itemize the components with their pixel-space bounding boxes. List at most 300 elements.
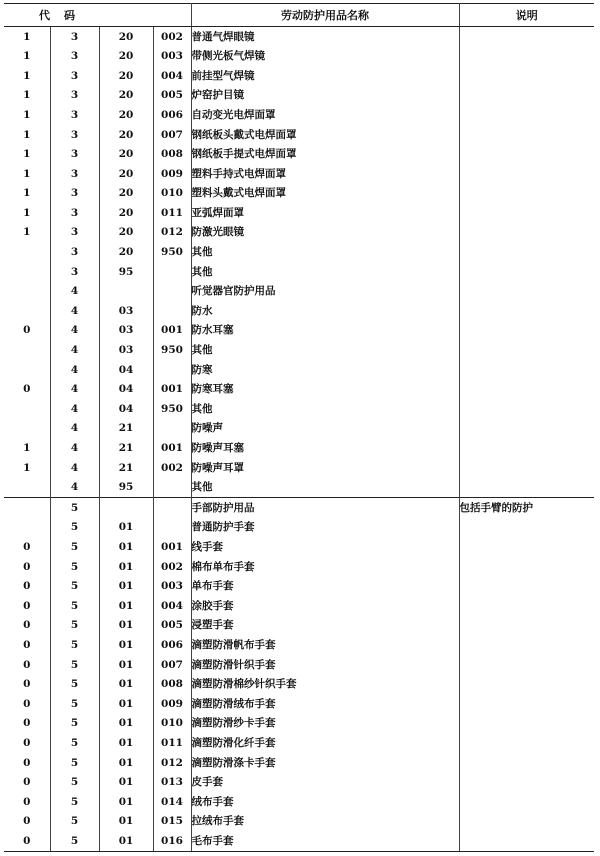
code-digit-3: 01 bbox=[99, 577, 153, 597]
item-name: 皮手套 bbox=[191, 773, 459, 793]
item-note bbox=[459, 478, 594, 498]
item-note bbox=[459, 733, 594, 753]
item-name: 防水耳塞 bbox=[191, 321, 459, 341]
item-name: 绒布手套 bbox=[191, 792, 459, 812]
item-note bbox=[459, 282, 594, 302]
code-digit-2: 3 bbox=[50, 125, 99, 145]
code-digit-1: 1 bbox=[4, 223, 50, 243]
code-digit-1: 0 bbox=[4, 753, 50, 773]
code-digit-2: 4 bbox=[50, 321, 99, 341]
table-row bbox=[4, 714, 594, 734]
code-digit-3: 01 bbox=[99, 518, 153, 538]
code-digit-2: 4 bbox=[50, 341, 99, 361]
table-row bbox=[4, 694, 594, 714]
item-name: 手部防护用品 bbox=[191, 498, 459, 518]
table-header-row bbox=[4, 4, 594, 27]
code-digit-1: 0 bbox=[4, 792, 50, 812]
code-digit-1: 0 bbox=[4, 577, 50, 597]
item-note bbox=[459, 145, 594, 165]
code-digit-1: 1 bbox=[4, 184, 50, 204]
code-digit-2: 5 bbox=[50, 812, 99, 832]
code-digit-2: 5 bbox=[50, 792, 99, 812]
code-digit-1: 0 bbox=[4, 537, 50, 557]
code-digit-4 bbox=[153, 518, 191, 538]
item-name: 听觉器官防护用品 bbox=[191, 282, 459, 302]
item-name: 滴塑防滑棉纱针织手套 bbox=[191, 675, 459, 695]
item-note bbox=[459, 360, 594, 380]
table-row bbox=[4, 27, 594, 47]
item-note bbox=[459, 655, 594, 675]
table-row bbox=[4, 321, 594, 341]
table-row bbox=[4, 518, 594, 538]
item-name: 拉绒布手套 bbox=[191, 812, 459, 832]
item-note bbox=[459, 616, 594, 636]
item-note bbox=[459, 47, 594, 67]
item-name: 炉窑护目镜 bbox=[191, 86, 459, 106]
item-name: 防噪声 bbox=[191, 419, 459, 439]
code-digit-1 bbox=[4, 301, 50, 321]
code-digit-1: 0 bbox=[4, 596, 50, 616]
code-digit-2: 3 bbox=[50, 86, 99, 106]
code-digit-4: 010 bbox=[153, 184, 191, 204]
code-digit-2: 5 bbox=[50, 498, 99, 518]
item-name: 单布手套 bbox=[191, 577, 459, 597]
item-name: 防寒耳塞 bbox=[191, 380, 459, 400]
code-digit-2: 5 bbox=[50, 773, 99, 793]
code-digit-1: 1 bbox=[4, 105, 50, 125]
code-digit-4: 009 bbox=[153, 694, 191, 714]
table-row bbox=[4, 360, 594, 380]
code-digit-1: 1 bbox=[4, 458, 50, 478]
table-row bbox=[4, 145, 594, 165]
table-row bbox=[4, 812, 594, 832]
item-note bbox=[459, 675, 594, 695]
code-digit-4: 007 bbox=[153, 125, 191, 145]
item-name: 带侧光板气焊镜 bbox=[191, 47, 459, 67]
item-name: 滴塑防滑涤卡手套 bbox=[191, 753, 459, 773]
code-digit-1 bbox=[4, 341, 50, 361]
protective-equipment-code-table bbox=[4, 3, 594, 852]
item-note bbox=[459, 812, 594, 832]
item-note bbox=[459, 321, 594, 341]
code-digit-2: 5 bbox=[50, 733, 99, 753]
code-digit-2: 5 bbox=[50, 694, 99, 714]
code-digit-4: 016 bbox=[153, 831, 191, 851]
item-note bbox=[459, 753, 594, 773]
item-note bbox=[459, 438, 594, 458]
table-row bbox=[4, 596, 594, 616]
code-digit-2: 5 bbox=[50, 753, 99, 773]
code-digit-1 bbox=[4, 243, 50, 263]
code-digit-4: 005 bbox=[153, 616, 191, 636]
code-digit-3: 20 bbox=[99, 66, 153, 86]
code-digit-4 bbox=[153, 282, 191, 302]
code-digit-4 bbox=[153, 498, 191, 518]
code-digit-2: 5 bbox=[50, 577, 99, 597]
item-note bbox=[459, 262, 594, 282]
code-digit-1: 1 bbox=[4, 125, 50, 145]
table-row bbox=[4, 655, 594, 675]
code-digit-2: 3 bbox=[50, 184, 99, 204]
code-digit-1: 0 bbox=[4, 714, 50, 734]
code-digit-3: 21 bbox=[99, 458, 153, 478]
code-digit-2: 4 bbox=[50, 301, 99, 321]
code-digit-1 bbox=[4, 262, 50, 282]
code-digit-3 bbox=[99, 498, 153, 518]
item-name: 毛布手套 bbox=[191, 831, 459, 851]
item-name: 滴塑防滑化纤手套 bbox=[191, 733, 459, 753]
code-digit-2: 4 bbox=[50, 360, 99, 380]
code-digit-3: 03 bbox=[99, 321, 153, 341]
code-digit-2: 4 bbox=[50, 438, 99, 458]
item-name: 防噪声耳塞 bbox=[191, 438, 459, 458]
code-digit-2: 5 bbox=[50, 557, 99, 577]
code-digit-1: 1 bbox=[4, 203, 50, 223]
code-digit-4: 001 bbox=[153, 321, 191, 341]
code-digit-2: 4 bbox=[50, 478, 99, 498]
table-row bbox=[4, 203, 594, 223]
item-note bbox=[459, 243, 594, 263]
code-digit-1: 0 bbox=[4, 675, 50, 695]
item-note bbox=[459, 164, 594, 184]
item-name: 前挂型气焊镜 bbox=[191, 66, 459, 86]
table-body bbox=[4, 27, 594, 852]
item-name: 防激光眼镜 bbox=[191, 223, 459, 243]
item-note bbox=[459, 792, 594, 812]
table-row bbox=[4, 86, 594, 106]
item-name: 其他 bbox=[191, 341, 459, 361]
code-digit-2: 4 bbox=[50, 380, 99, 400]
code-digit-2: 3 bbox=[50, 223, 99, 243]
table-row bbox=[4, 125, 594, 145]
item-name: 涂胶手套 bbox=[191, 596, 459, 616]
item-note bbox=[459, 419, 594, 439]
code-digit-2: 3 bbox=[50, 243, 99, 263]
code-digit-3: 01 bbox=[99, 694, 153, 714]
table-row bbox=[4, 243, 594, 263]
code-digit-3: 20 bbox=[99, 47, 153, 67]
code-digit-4: 006 bbox=[153, 635, 191, 655]
code-digit-1 bbox=[4, 419, 50, 439]
code-digit-2: 5 bbox=[50, 655, 99, 675]
code-digit-1: 0 bbox=[4, 733, 50, 753]
item-note bbox=[459, 301, 594, 321]
table-row bbox=[4, 223, 594, 243]
code-digit-1: 1 bbox=[4, 47, 50, 67]
item-name: 普通防护手套 bbox=[191, 518, 459, 538]
code-digit-4: 014 bbox=[153, 792, 191, 812]
code-digit-3: 20 bbox=[99, 145, 153, 165]
item-name: 防水 bbox=[191, 301, 459, 321]
item-name: 棉布单布手套 bbox=[191, 557, 459, 577]
header-code-label-1: 代 bbox=[4, 4, 50, 27]
table-row bbox=[4, 831, 594, 851]
code-digit-1: 1 bbox=[4, 438, 50, 458]
item-note bbox=[459, 105, 594, 125]
item-name: 滴塑防滑帆布手套 bbox=[191, 635, 459, 655]
code-digit-3: 01 bbox=[99, 773, 153, 793]
code-digit-4: 011 bbox=[153, 203, 191, 223]
code-digit-3: 95 bbox=[99, 262, 153, 282]
code-digit-3: 01 bbox=[99, 616, 153, 636]
code-digit-2: 3 bbox=[50, 47, 99, 67]
item-note bbox=[459, 635, 594, 655]
code-digit-3: 20 bbox=[99, 164, 153, 184]
code-digit-3: 01 bbox=[99, 655, 153, 675]
code-digit-2: 3 bbox=[50, 66, 99, 86]
item-name: 浸塑手套 bbox=[191, 616, 459, 636]
table-row bbox=[4, 438, 594, 458]
code-digit-1: 0 bbox=[4, 557, 50, 577]
code-digit-3 bbox=[99, 282, 153, 302]
code-digit-4: 001 bbox=[153, 438, 191, 458]
code-digit-1: 0 bbox=[4, 773, 50, 793]
header-code-label-2-text: 码 bbox=[64, 8, 75, 22]
item-note bbox=[459, 86, 594, 106]
table-row bbox=[4, 792, 594, 812]
code-digit-3: 01 bbox=[99, 596, 153, 616]
item-note bbox=[459, 773, 594, 793]
code-digit-4: 002 bbox=[153, 27, 191, 47]
table-row bbox=[4, 262, 594, 282]
code-digit-3: 03 bbox=[99, 301, 153, 321]
code-digit-3: 01 bbox=[99, 812, 153, 832]
code-digit-3: 01 bbox=[99, 537, 153, 557]
code-digit-4: 008 bbox=[153, 145, 191, 165]
code-digit-2: 3 bbox=[50, 164, 99, 184]
code-digit-2: 5 bbox=[50, 635, 99, 655]
code-digit-2: 3 bbox=[50, 27, 99, 47]
code-digit-1 bbox=[4, 478, 50, 498]
code-digit-1: 1 bbox=[4, 145, 50, 165]
code-digit-3: 20 bbox=[99, 243, 153, 263]
code-digit-2: 3 bbox=[50, 105, 99, 125]
item-name: 滴塑防滑纱卡手套 bbox=[191, 714, 459, 734]
code-digit-4: 950 bbox=[153, 341, 191, 361]
code-digit-3: 04 bbox=[99, 399, 153, 419]
code-digit-3: 03 bbox=[99, 341, 153, 361]
header-note: 说明 bbox=[459, 4, 594, 27]
item-name: 钢纸板手提式电焊面罩 bbox=[191, 145, 459, 165]
item-note bbox=[459, 203, 594, 223]
item-note bbox=[459, 458, 594, 478]
code-digit-2: 5 bbox=[50, 537, 99, 557]
code-digit-2: 5 bbox=[50, 596, 99, 616]
item-name: 其他 bbox=[191, 399, 459, 419]
code-digit-4 bbox=[153, 478, 191, 498]
code-digit-4 bbox=[153, 301, 191, 321]
code-digit-4: 009 bbox=[153, 164, 191, 184]
item-note bbox=[459, 577, 594, 597]
code-digit-3: 21 bbox=[99, 419, 153, 439]
table-row bbox=[4, 458, 594, 478]
item-name: 滴塑防滑绒布手套 bbox=[191, 694, 459, 714]
item-note bbox=[459, 399, 594, 419]
table-row bbox=[4, 577, 594, 597]
code-digit-4: 950 bbox=[153, 243, 191, 263]
item-note: 包括手臂的防护 bbox=[459, 498, 594, 518]
item-note bbox=[459, 596, 594, 616]
code-digit-4: 003 bbox=[153, 577, 191, 597]
code-digit-3: 20 bbox=[99, 223, 153, 243]
code-digit-4: 008 bbox=[153, 675, 191, 695]
code-digit-4: 004 bbox=[153, 596, 191, 616]
item-name: 其他 bbox=[191, 243, 459, 263]
code-digit-3: 01 bbox=[99, 831, 153, 851]
table-row bbox=[4, 773, 594, 793]
code-digit-4: 002 bbox=[153, 458, 191, 478]
code-digit-3: 20 bbox=[99, 203, 153, 223]
item-name: 其他 bbox=[191, 478, 459, 498]
item-note bbox=[459, 557, 594, 577]
item-note bbox=[459, 694, 594, 714]
code-digit-4: 011 bbox=[153, 733, 191, 753]
code-digit-4 bbox=[153, 360, 191, 380]
code-digit-2: 5 bbox=[50, 518, 99, 538]
item-name: 塑料头戴式电焊面罩 bbox=[191, 184, 459, 204]
code-digit-3: 04 bbox=[99, 380, 153, 400]
code-digit-4: 012 bbox=[153, 223, 191, 243]
code-digit-3: 20 bbox=[99, 105, 153, 125]
table-row bbox=[4, 733, 594, 753]
code-digit-2: 4 bbox=[50, 419, 99, 439]
code-digit-4: 012 bbox=[153, 753, 191, 773]
code-digit-1: 1 bbox=[4, 27, 50, 47]
code-digit-3: 20 bbox=[99, 27, 153, 47]
table-row bbox=[4, 635, 594, 655]
code-digit-3: 01 bbox=[99, 635, 153, 655]
code-digit-3: 01 bbox=[99, 675, 153, 695]
item-note bbox=[459, 831, 594, 851]
table-row bbox=[4, 557, 594, 577]
code-digit-4: 006 bbox=[153, 105, 191, 125]
table-row bbox=[4, 537, 594, 557]
code-digit-4: 005 bbox=[153, 86, 191, 106]
code-digit-1 bbox=[4, 360, 50, 380]
code-digit-2: 3 bbox=[50, 262, 99, 282]
item-name: 线手套 bbox=[191, 537, 459, 557]
code-digit-4: 010 bbox=[153, 714, 191, 734]
code-digit-4 bbox=[153, 262, 191, 282]
code-digit-4: 015 bbox=[153, 812, 191, 832]
item-note bbox=[459, 66, 594, 86]
code-digit-1: 0 bbox=[4, 635, 50, 655]
code-digit-3: 95 bbox=[99, 478, 153, 498]
code-digit-1: 0 bbox=[4, 694, 50, 714]
table-row bbox=[4, 282, 594, 302]
code-digit-1: 0 bbox=[4, 321, 50, 341]
code-digit-4: 013 bbox=[153, 773, 191, 793]
code-digit-1: 0 bbox=[4, 380, 50, 400]
code-digit-1: 0 bbox=[4, 655, 50, 675]
header-code-label-2 bbox=[50, 4, 191, 27]
code-digit-4: 003 bbox=[153, 47, 191, 67]
item-note bbox=[459, 537, 594, 557]
table-row bbox=[4, 380, 594, 400]
table-row bbox=[4, 164, 594, 184]
table-row bbox=[4, 419, 594, 439]
code-digit-2: 3 bbox=[50, 203, 99, 223]
code-digit-2: 4 bbox=[50, 399, 99, 419]
code-digit-4: 004 bbox=[153, 66, 191, 86]
code-digit-4: 950 bbox=[153, 399, 191, 419]
table-row bbox=[4, 399, 594, 419]
code-digit-1: 1 bbox=[4, 164, 50, 184]
table-row bbox=[4, 301, 594, 321]
item-note bbox=[459, 714, 594, 734]
table-row bbox=[4, 478, 594, 498]
item-note bbox=[459, 125, 594, 145]
item-note bbox=[459, 223, 594, 243]
code-digit-1: 0 bbox=[4, 831, 50, 851]
code-digit-1: 1 bbox=[4, 86, 50, 106]
item-name: 滴塑防滑针织手套 bbox=[191, 655, 459, 675]
code-digit-1: 1 bbox=[4, 66, 50, 86]
code-digit-1: 0 bbox=[4, 616, 50, 636]
code-digit-4: 001 bbox=[153, 380, 191, 400]
table-row bbox=[4, 675, 594, 695]
code-digit-3: 21 bbox=[99, 438, 153, 458]
item-note bbox=[459, 184, 594, 204]
code-digit-3: 01 bbox=[99, 733, 153, 753]
code-digit-3: 04 bbox=[99, 360, 153, 380]
table-row bbox=[4, 616, 594, 636]
table-row bbox=[4, 66, 594, 86]
code-digit-3: 20 bbox=[99, 184, 153, 204]
code-digit-1 bbox=[4, 518, 50, 538]
item-name: 防噪声耳罩 bbox=[191, 458, 459, 478]
code-digit-2: 5 bbox=[50, 675, 99, 695]
item-name: 亚弧焊面罩 bbox=[191, 203, 459, 223]
code-digit-3: 20 bbox=[99, 86, 153, 106]
code-digit-4 bbox=[153, 419, 191, 439]
item-name: 钢纸板头戴式电焊面罩 bbox=[191, 125, 459, 145]
item-name: 自动变光电焊面罩 bbox=[191, 105, 459, 125]
code-digit-3: 20 bbox=[99, 125, 153, 145]
table-row bbox=[4, 498, 594, 518]
code-digit-2: 5 bbox=[50, 831, 99, 851]
code-digit-1 bbox=[4, 498, 50, 518]
item-name: 其他 bbox=[191, 262, 459, 282]
item-name: 塑料手持式电焊面罩 bbox=[191, 164, 459, 184]
item-name: 普通气焊眼镜 bbox=[191, 27, 459, 47]
header-name: 劳动防护用品名称 bbox=[191, 4, 459, 27]
table-row bbox=[4, 47, 594, 67]
code-digit-1: 0 bbox=[4, 812, 50, 832]
table-row bbox=[4, 105, 594, 125]
item-note bbox=[459, 27, 594, 47]
code-digit-2: 5 bbox=[50, 714, 99, 734]
item-note bbox=[459, 341, 594, 361]
code-digit-2: 5 bbox=[50, 616, 99, 636]
code-digit-3: 01 bbox=[99, 557, 153, 577]
code-digit-2: 3 bbox=[50, 145, 99, 165]
code-digit-4: 001 bbox=[153, 537, 191, 557]
code-digit-3: 01 bbox=[99, 753, 153, 773]
table-row bbox=[4, 184, 594, 204]
item-note bbox=[459, 518, 594, 538]
code-digit-3: 01 bbox=[99, 714, 153, 734]
item-name: 防寒 bbox=[191, 360, 459, 380]
code-digit-4: 002 bbox=[153, 557, 191, 577]
code-digit-4: 007 bbox=[153, 655, 191, 675]
code-digit-2: 4 bbox=[50, 458, 99, 478]
code-digit-3: 01 bbox=[99, 792, 153, 812]
item-note bbox=[459, 380, 594, 400]
code-digit-1 bbox=[4, 282, 50, 302]
code-digit-1 bbox=[4, 399, 50, 419]
code-digit-2: 4 bbox=[50, 282, 99, 302]
